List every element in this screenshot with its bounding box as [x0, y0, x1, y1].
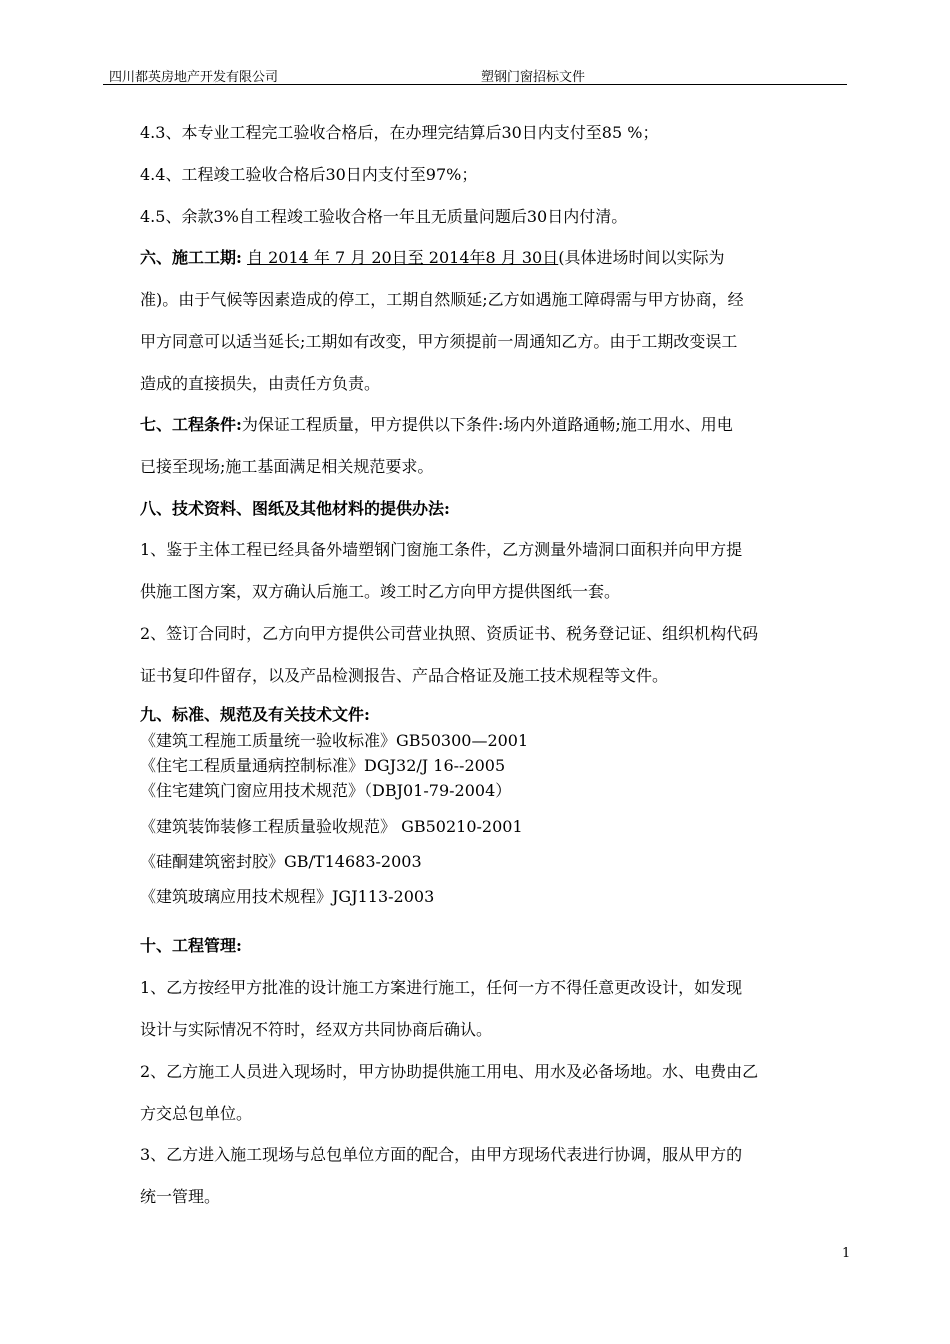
- standard-item: 《建筑装饰装修工程质量验收规范》 GB50210-2001: [140, 817, 523, 836]
- standard-item: 《建筑工程施工质量统一验收标准》GB50300—2001: [140, 731, 529, 750]
- section-7-text: 为保证工程质量，甲方提供以下条件:场内外道路通畅;施工用水、用电: [241, 415, 733, 434]
- section-8-p2-line-2: 证书复印件留存，以及产品检测报告、产品合格证及施工技术规程等文件。: [140, 666, 669, 685]
- section-8-p2-line-1: 2、签订合同时，乙方向甲方提供公司营业执照、资质证书、税务登记证、组织机构代码: [140, 624, 759, 643]
- section-6-title: 六、施工工期:: [140, 248, 242, 267]
- section-10-p2-line-2: 方交总包单位。: [140, 1104, 253, 1123]
- section-10-title: 十、工程管理:: [140, 936, 242, 955]
- standard-item: 《住宅工程质量通病控制标准》DGJ32/J 16--2005: [140, 756, 506, 775]
- section-7-line-1: [140, 412, 733, 435]
- clause-4-4: 4.4、工程竣工验收合格后30日内支付至97%；: [140, 165, 478, 184]
- section-6-line-3: 甲方同意可以适当延长;工期如有改变，甲方须提前一周通知乙方。由于工期改变误工: [140, 332, 738, 351]
- section-8-p1-line-1: 1、鉴于主体工程已经具备外墙塑钢门窗施工条件，乙方测量外墙洞口面积并向甲方提: [140, 540, 743, 559]
- standard-item: 《住宅建筑门窗应用技术规范》（DBJ01-79-2004）: [140, 781, 512, 800]
- section-10-p2-line-1: 2、乙方施工人员进入现场时，甲方协助提供施工用电、用水及必备场地。水、电费由乙: [140, 1062, 759, 1081]
- standard-item: 《硅酮建筑密封胶》GB/T14683-2003: [140, 852, 422, 871]
- standard-item: 《建筑玻璃应用技术规程》JGJ113-2003: [140, 887, 435, 906]
- clause-4-5: 4.5、余款3%自工程竣工验收合格一年且无质量问题后30日内付清。: [140, 207, 628, 226]
- section-10-p1-line-1: 1、乙方按经甲方批准的设计施工方案进行施工，任何一方不得任意更改设计，如发现: [140, 978, 743, 997]
- header-doc-title: 塑钢门窗招标文件: [481, 70, 586, 85]
- section-10-p1-line-2: 设计与实际情况不符时，经双方共同协商后确认。: [140, 1020, 493, 1039]
- section-10-p3-line-2: 统一管理。: [140, 1187, 221, 1206]
- page-number: 1: [842, 1246, 851, 1261]
- section-6-line-4: 造成的直接损失，由责任方负责。: [140, 374, 381, 393]
- section-7-title: 七、工程条件:: [140, 415, 242, 434]
- section-6-line-1: [140, 245, 724, 268]
- header-company: 四川都英房地产开发有限公司: [109, 70, 279, 85]
- section-10-p3-line-1: 3、乙方进入施工现场与总包单位方面的配合，由甲方现场代表进行协调，服从甲方的: [140, 1145, 743, 1164]
- section-7-line-2: 已接至现场;施工基面满足相关规范要求。: [140, 457, 434, 476]
- clause-4-3: 4.3、本专业工程完工验收合格后，在办理完结算后30日内支付至85 %；: [140, 123, 659, 142]
- section-8-title: 八、技术资料、图纸及其他材料的提供办法:: [140, 499, 450, 518]
- section-6-rest: (具体进场时间以实际为: [558, 248, 725, 267]
- section-6-line-2: 准)。由于气候等因素造成的停工，工期自然顺延;乙方如遇施工障碍需与甲方协商，经: [140, 290, 744, 309]
- section-8-p1-line-2: 供施工图方案，双方确认后施工。竣工时乙方向甲方提供图纸一套。: [140, 582, 621, 601]
- section-9-title: 九、标准、规范及有关技术文件:: [140, 705, 370, 724]
- section-6-dates: 自 2014 年 7 月 20日至 2014年8 月 30日: [247, 248, 559, 267]
